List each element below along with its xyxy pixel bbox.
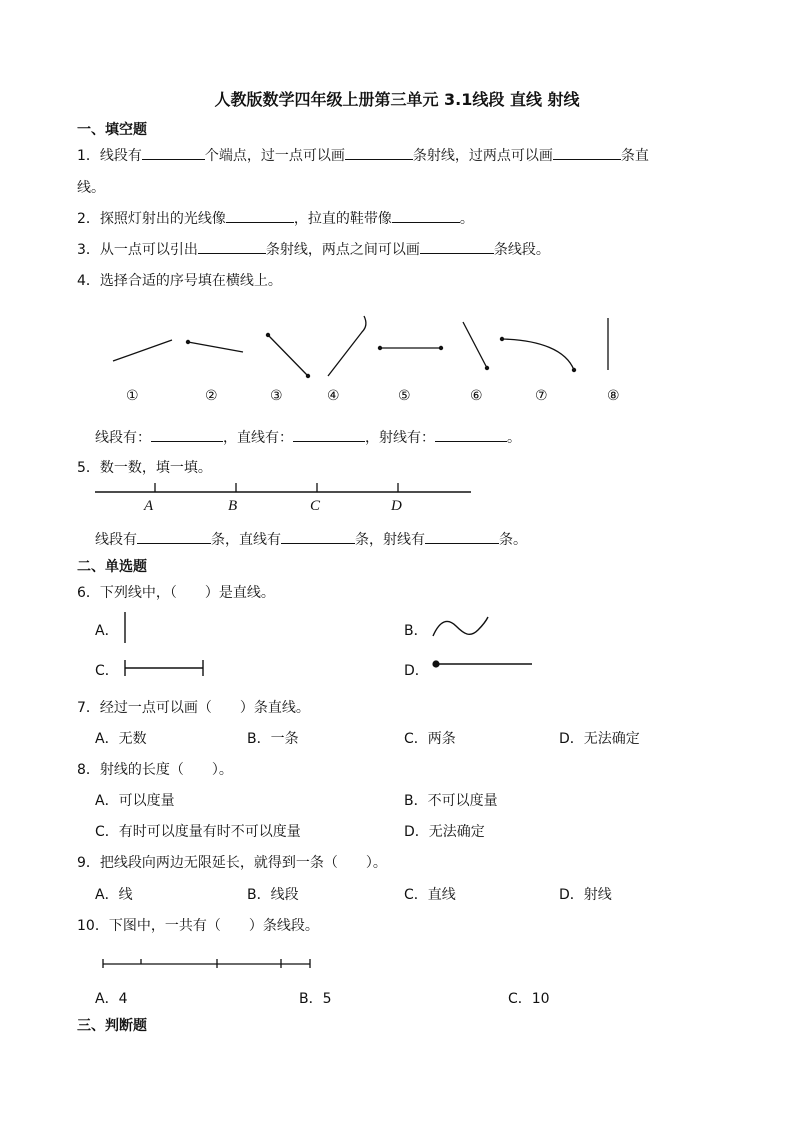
q1-text-2: 个端点，过一点可以画 bbox=[204, 148, 345, 164]
point-label-a: A bbox=[144, 498, 154, 514]
q4-answer-line bbox=[95, 427, 521, 447]
q6-option-c-label[interactable]: C． bbox=[95, 663, 119, 679]
q7-option-a[interactable]: A．无数 bbox=[95, 731, 147, 747]
q9-option-d[interactable]: D．射线 bbox=[559, 887, 612, 903]
point-label-d: D bbox=[391, 498, 402, 514]
q4-blank-line[interactable] bbox=[293, 427, 365, 442]
q5-blank-segment[interactable] bbox=[137, 529, 211, 544]
figure-number-1: ① bbox=[126, 388, 139, 404]
q10-option-b[interactable]: B．5 bbox=[299, 991, 332, 1007]
question-9-stem: 9．把线段向两边无限延长，就得到一条（ ）。 bbox=[77, 855, 387, 871]
figure-number-3: ③ bbox=[270, 388, 283, 404]
section-fill-heading: 一、填空题 bbox=[77, 122, 147, 138]
q5-text-4: 条。 bbox=[499, 532, 527, 548]
q8-option-c[interactable]: C．有时可以度量有时不可以度量 bbox=[95, 824, 301, 840]
q6-option-b-label[interactable]: B． bbox=[404, 623, 428, 639]
q5-text-2: 条，直线有 bbox=[211, 532, 281, 548]
q4-text-2: ，直线有： bbox=[223, 430, 293, 446]
q6-option-c-figure bbox=[120, 657, 208, 679]
section-judge-heading: 三、判断题 bbox=[77, 1018, 147, 1034]
q7-option-b[interactable]: B．一条 bbox=[247, 731, 299, 747]
q3-blank-1[interactable] bbox=[198, 239, 266, 254]
figure-number-7: ⑦ bbox=[535, 388, 548, 404]
figure-number-8: ⑧ bbox=[607, 388, 620, 404]
q2-blank-1[interactable] bbox=[226, 208, 294, 223]
q4-text-1: 线段有： bbox=[95, 430, 151, 446]
figure-1-line bbox=[113, 340, 172, 361]
q1-text-3: 条射线，过两点可以画 bbox=[412, 148, 553, 164]
q3-text-1: 3．从一点可以引出 bbox=[77, 242, 198, 258]
question-10-stem: 10．下图中，一共有（ ）条线段。 bbox=[77, 918, 319, 934]
q5-blank-ray[interactable] bbox=[425, 529, 499, 544]
q1-text-1: 1．线段有 bbox=[77, 148, 142, 164]
q1-text-5: 线。 bbox=[77, 180, 105, 196]
q4-text-4: 。 bbox=[507, 430, 521, 446]
question-2 bbox=[77, 208, 474, 228]
q7-option-c[interactable]: C．两条 bbox=[404, 731, 456, 747]
q10-option-a[interactable]: A．4 bbox=[95, 991, 128, 1007]
q1-blank-1[interactable] bbox=[142, 145, 205, 160]
figure-number-5: ⑤ bbox=[398, 388, 411, 404]
question-1 bbox=[77, 145, 649, 165]
question-4-stem: 4．选择合适的序号填在横线上。 bbox=[77, 273, 282, 289]
q3-blank-2[interactable] bbox=[420, 239, 494, 254]
point-label-c: C bbox=[310, 498, 321, 514]
q5-blank-line[interactable] bbox=[281, 529, 355, 544]
q1-blank-3[interactable] bbox=[553, 145, 621, 160]
q9-option-a[interactable]: A．线 bbox=[95, 887, 133, 903]
q5-text-1: 线段有 bbox=[95, 532, 137, 548]
q6-option-b-figure bbox=[430, 612, 492, 642]
q5-number-line bbox=[95, 480, 475, 500]
q6-option-d-figure bbox=[430, 656, 536, 672]
q4-line-figures bbox=[100, 310, 640, 390]
question-7-stem: 7．经过一点可以画（ ）条直线。 bbox=[77, 700, 310, 716]
page-title: 人教版数学四年级上册第三单元 3.1线段 直线 射线 bbox=[214, 90, 580, 109]
q6-option-d-label[interactable]: D． bbox=[404, 663, 429, 679]
point-label-b: B bbox=[228, 498, 238, 514]
q7-option-d[interactable]: D．无法确定 bbox=[559, 731, 640, 747]
q4-blank-ray[interactable] bbox=[435, 427, 507, 442]
q8-option-a[interactable]: A．可以度量 bbox=[95, 793, 175, 809]
q2-text-1: 2．探照灯射出的光线像 bbox=[77, 211, 226, 227]
q6-option-a-figure bbox=[120, 610, 130, 646]
question-6-stem: 6．下列线中，（ ）是直线。 bbox=[77, 585, 275, 601]
q8-option-d[interactable]: D．无法确定 bbox=[404, 824, 485, 840]
figure-7-curve bbox=[502, 339, 574, 370]
question-5-stem: 5．数一数，填一填。 bbox=[77, 460, 212, 476]
q1-text-4: 条直 bbox=[620, 148, 649, 164]
q6-option-a-label[interactable]: A． bbox=[95, 623, 119, 639]
figure-number-2: ② bbox=[205, 388, 218, 404]
q2-text-3: 。 bbox=[459, 211, 474, 227]
q5-text-3: 条，射线有 bbox=[355, 532, 425, 548]
figure-4-curve bbox=[328, 316, 366, 376]
q3-text-2: 条射线，两点之间可以画 bbox=[265, 242, 420, 258]
q2-text-2: ，拉直的鞋带像 bbox=[293, 211, 392, 227]
q4-blank-segment[interactable] bbox=[151, 427, 223, 442]
q2-blank-2[interactable] bbox=[392, 208, 460, 223]
q10-option-c[interactable]: C．10 bbox=[508, 991, 550, 1007]
q9-option-b[interactable]: B．线段 bbox=[247, 887, 299, 903]
figure-3-segment bbox=[268, 335, 308, 376]
figure-number-4: ④ bbox=[327, 388, 340, 404]
figure-6-ray bbox=[463, 322, 487, 368]
q4-text-3: ，射线有： bbox=[365, 430, 435, 446]
section-single-heading: 二、单选题 bbox=[77, 559, 147, 575]
q3-text-3: 条线段。 bbox=[493, 242, 550, 258]
q8-option-b[interactable]: B．不可以度量 bbox=[404, 793, 498, 809]
question-3 bbox=[77, 239, 550, 259]
q9-option-c[interactable]: C．直线 bbox=[404, 887, 456, 903]
q5-answer-line bbox=[95, 529, 527, 549]
question-8-stem: 8．射线的长度（ ）。 bbox=[77, 762, 233, 778]
q1-blank-2[interactable] bbox=[345, 145, 413, 160]
figure-2-ray bbox=[188, 342, 243, 352]
figure-number-6: ⑥ bbox=[470, 388, 483, 404]
q10-segment-figure bbox=[100, 955, 315, 971]
